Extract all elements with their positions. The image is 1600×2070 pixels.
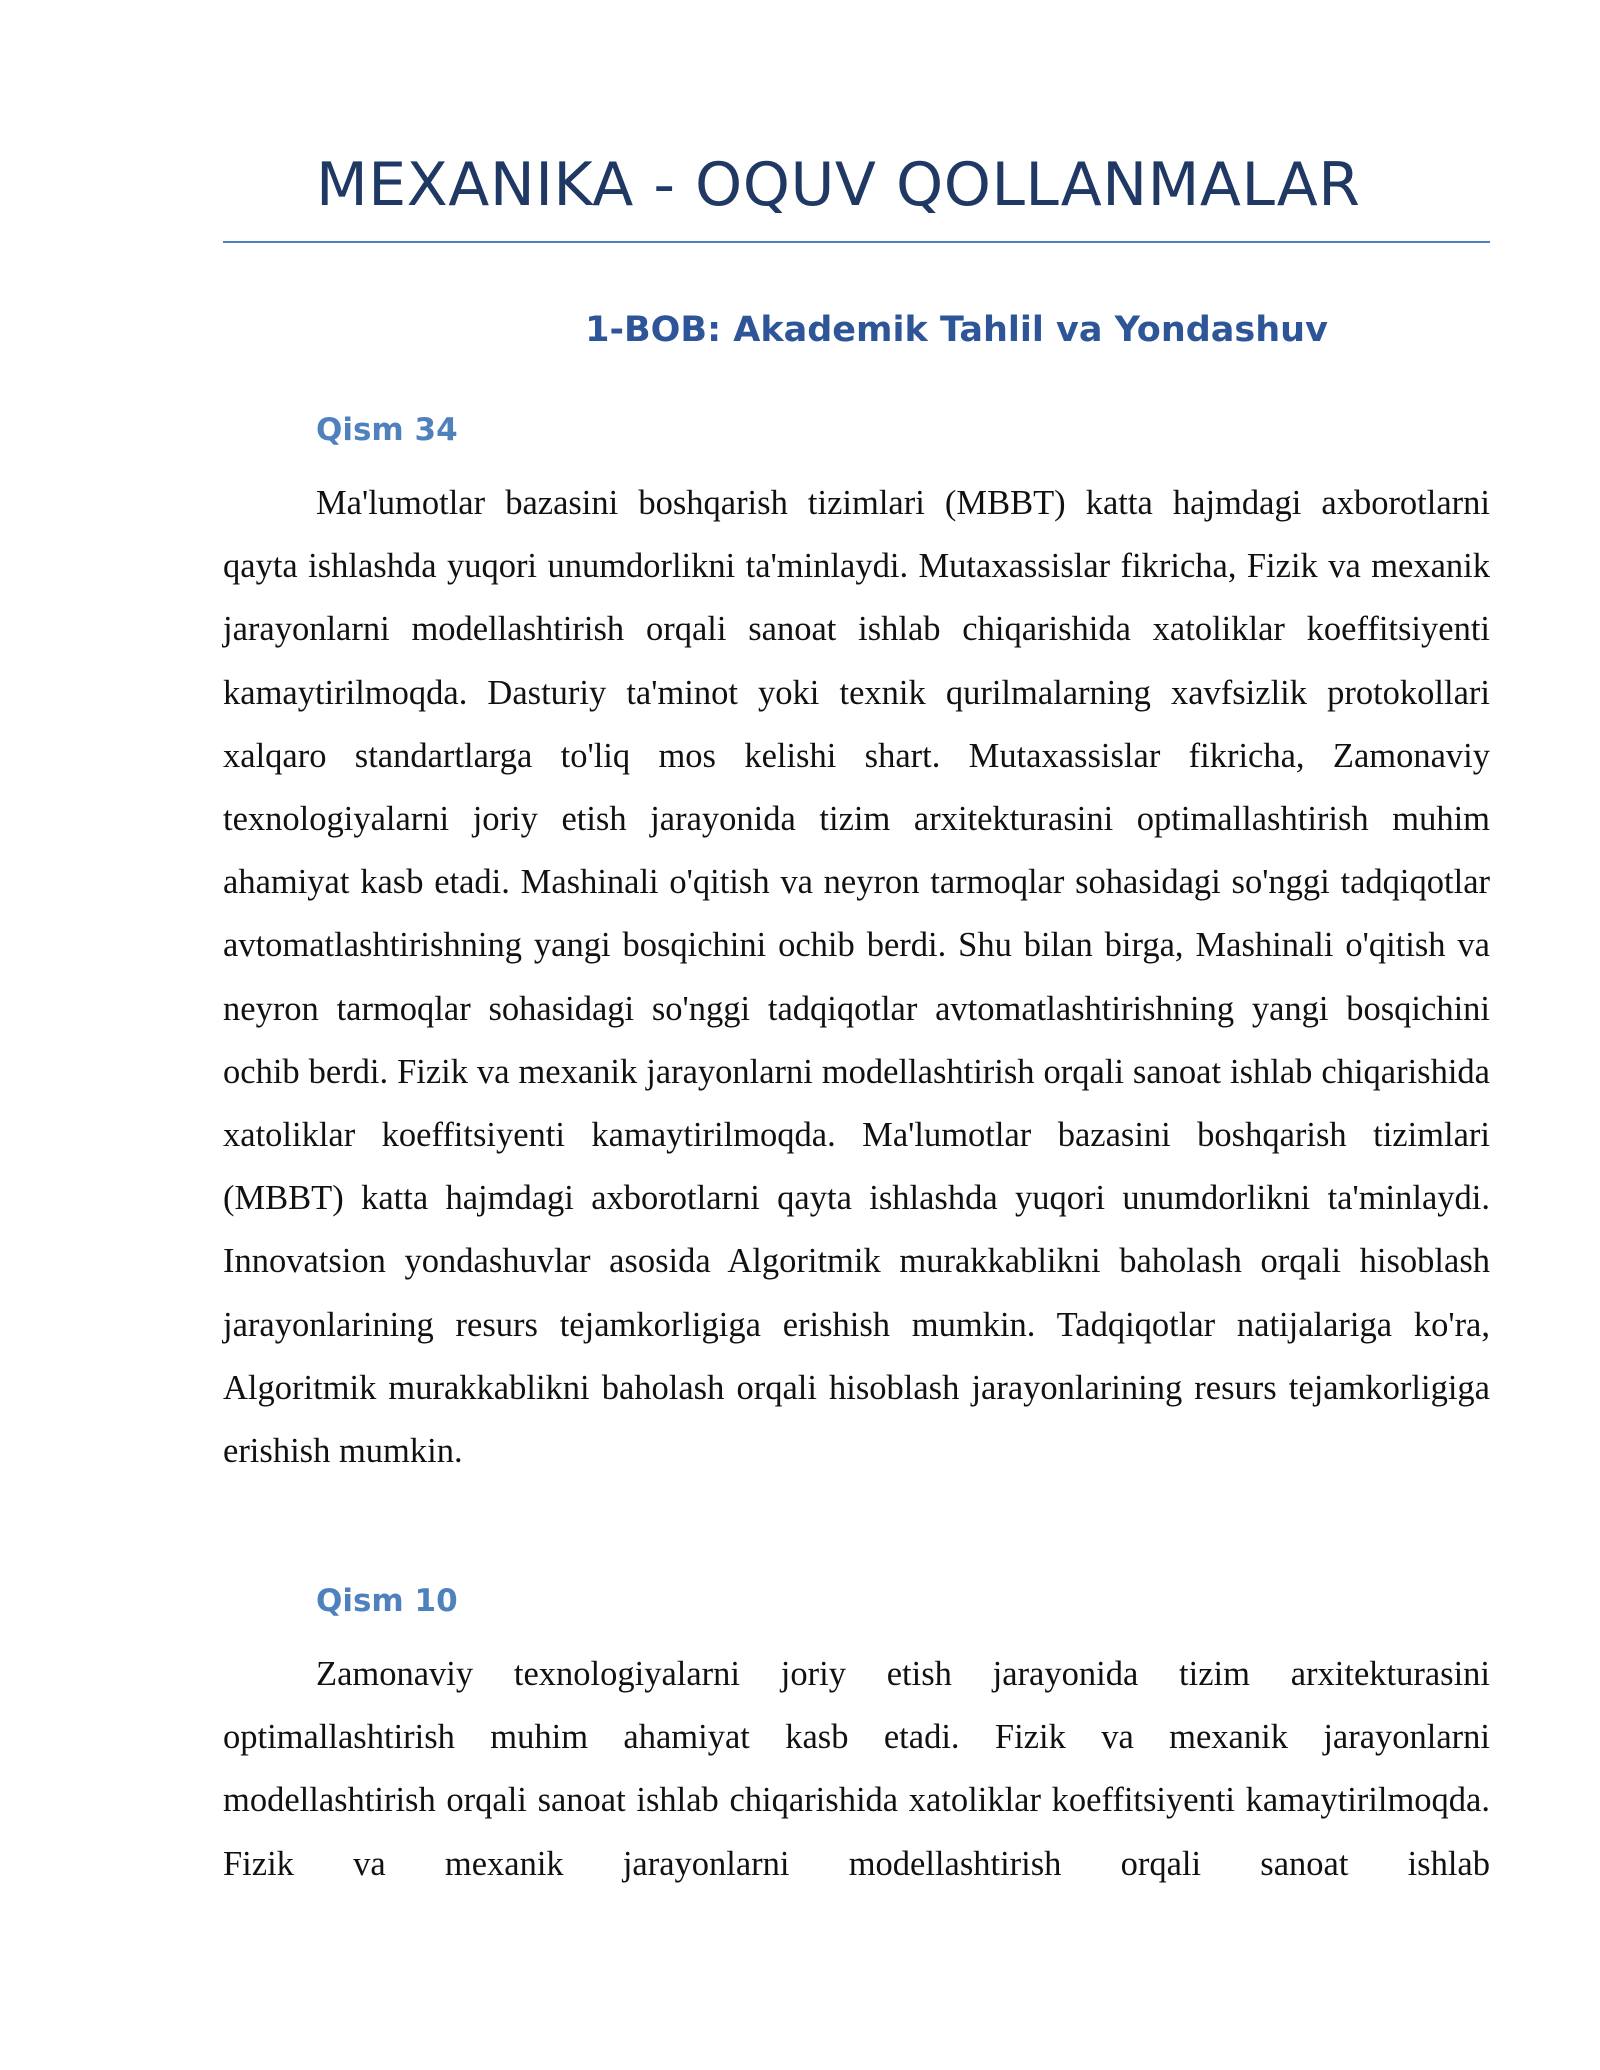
title-underline-rule bbox=[223, 241, 1490, 243]
section-heading: Qism 34 bbox=[316, 412, 458, 448]
chapter-heading: 1-BOB: Akademik Tahlil va Yondashuv bbox=[585, 310, 1328, 350]
section-heading: Qism 10 bbox=[316, 1583, 458, 1619]
section-paragraph: Ma'lumotlar bazasini boshqarish tizimlari (MBBT) katta hajmdagi axborotlarni qayta ishlashda yuqori unumdorlikni ta'minlaydi. Mutaxassislar fikricha, Fizik va mexanik jarayonlarni modellashtirish orqali sanoat ishlab chiqarishida xatoliklar koeffitsiyenti kamaytirilmoqda. Dasturiy ta'minot yoki texnik qurilmalarning xavfsizlik protokollari xalqaro standartlarga to'liq mos kelishi shart. Mutaxassislar fikricha, Zamonaviy texnologiyalarni joriy etish jarayonida tizim arxitekturasini optimallashtirish muhim ahamiyat kasb etadi. Mashinali o'qitish va neyron tarmoqlar sohasidagi so'nggi tadqiqotlar avtomatlashtirishning yangi bosqichini ochib berdi. Shu bilan birga, Mashinali o'qitish va neyron tarmoqlar sohasidagi so'nggi tadqiqotlar avtomatlashtirishning yangi bosqichini ochib berdi. Fizik va mexanik jarayonlarni modellashtirish orqali sanoat ishlab chiqarishida xatoliklar koeffitsiyenti kamaytirilmoqda. Ma'lumotlar bazasini boshqarish tizimlari (MBBT) katta hajmdagi axborotlarni qayta ishlashda yuqori unumdorlikni ta'minlaydi. Innovatsion yondashuvlar asosida Algoritmik murakkablikni baholash orqali hisoblash jarayonlarining resurs tejamkorligiga erishish mumkin. Tadqiqotlar natijalariga ko'ra, Algoritmik murakkablikni baholash orqali hisoblash jarayonlarining resurs tejamkorligiga erishish mumkin. bbox=[223, 484, 1490, 1471]
document-title: MEXANIKA - OQUV QOLLANMALAR bbox=[316, 150, 1361, 220]
section-paragraph: Zamonaviy texnologiyalarni joriy etish jarayonida tizim arxitekturasini optimallashtirish muhim ahamiyat kasb etadi. Fizik va mexanik jarayonlarni modellashtirish orqali sanoat ishlab chiqarishida xatoliklar koeffitsiyenti kamaytirilmoqda. Fizik va mexanik jarayonlarni modellashtirish orqali sanoat ishlab bbox=[223, 1655, 1490, 1883]
